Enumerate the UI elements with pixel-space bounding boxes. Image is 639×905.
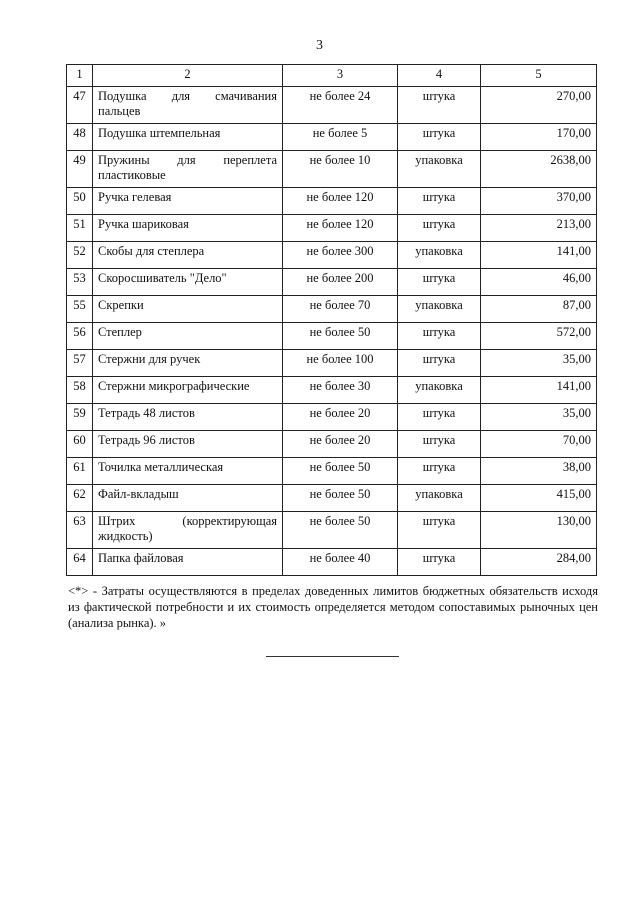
table-row [67, 188, 597, 215]
item-number: 61 [67, 458, 93, 485]
item-name: Тетрадь 96 листов [93, 431, 283, 458]
item-number: 50 [67, 188, 93, 215]
table-row [67, 485, 597, 512]
item-price: 130,00 [481, 512, 597, 549]
item-price: 270,00 [481, 87, 597, 124]
table-row [67, 549, 597, 576]
item-unit: штука [398, 512, 481, 549]
item-unit: штука [398, 188, 481, 215]
item-limit: не более 50 [283, 458, 398, 485]
item-number: 58 [67, 377, 93, 404]
table-row [67, 404, 597, 431]
item-name: Стержни для ручек [93, 350, 283, 377]
item-price: 572,00 [481, 323, 597, 350]
item-unit: штука [398, 350, 481, 377]
item-limit: не более 20 [283, 431, 398, 458]
item-limit: не более 20 [283, 404, 398, 431]
item-limit: не более 300 [283, 242, 398, 269]
item-price: 415,00 [481, 485, 597, 512]
column-header: 5 [481, 65, 597, 87]
item-unit: упаковка [398, 485, 481, 512]
item-number: 64 [67, 549, 93, 576]
table-row [67, 458, 597, 485]
item-unit: упаковка [398, 296, 481, 323]
item-price: 2638,00 [481, 151, 597, 188]
item-number: 49 [67, 151, 93, 188]
item-number: 62 [67, 485, 93, 512]
item-number: 63 [67, 512, 93, 549]
table-row [67, 151, 597, 188]
item-name: Ручка гелевая [93, 188, 283, 215]
item-name: Штрих (корректирующая жидкость) [93, 512, 283, 549]
table-row [67, 242, 597, 269]
item-unit: штука [398, 323, 481, 350]
item-name: Подушка штемпельная [93, 124, 283, 151]
column-header: 2 [93, 65, 283, 87]
item-limit: не более 120 [283, 188, 398, 215]
item-price: 38,00 [481, 458, 597, 485]
item-price: 70,00 [481, 431, 597, 458]
item-number: 52 [67, 242, 93, 269]
item-unit: штука [398, 215, 481, 242]
item-price: 35,00 [481, 404, 597, 431]
column-header: 4 [398, 65, 481, 87]
item-price: 141,00 [481, 377, 597, 404]
column-header: 3 [283, 65, 398, 87]
item-limit: не более 50 [283, 512, 398, 549]
column-header: 1 [67, 65, 93, 87]
item-limit: не более 100 [283, 350, 398, 377]
footnote: <*> - Затраты осуществляются в пределах доведенных лимитов бюджетных обязательств исходя из фактической потребности и их стоимость определяется методом сопоставимых рыночных цен (анализа рынка). » [68, 584, 598, 630]
table-row [67, 512, 597, 549]
item-price: 35,00 [481, 350, 597, 377]
table-row [67, 124, 597, 151]
item-limit: не более 5 [283, 124, 398, 151]
item-name: Точилка металлическая [93, 458, 283, 485]
item-name: Подушка для смачивания пальцев [93, 87, 283, 124]
item-unit: упаковка [398, 242, 481, 269]
table-header-row [67, 65, 597, 87]
item-name: Папка файловая [93, 549, 283, 576]
item-unit: штука [398, 87, 481, 124]
item-unit: штука [398, 549, 481, 576]
item-unit: упаковка [398, 377, 481, 404]
item-number: 59 [67, 404, 93, 431]
table-row [67, 269, 597, 296]
item-price: 87,00 [481, 296, 597, 323]
item-name: Пружины для переплета пластиковые [93, 151, 283, 188]
table-row [67, 87, 597, 124]
item-name: Скоросшиватель "Дело" [93, 269, 283, 296]
item-name: Тетрадь 48 листов [93, 404, 283, 431]
table-row [67, 296, 597, 323]
item-number: 48 [67, 124, 93, 151]
item-unit: штука [398, 269, 481, 296]
item-limit: не более 50 [283, 323, 398, 350]
item-limit: не более 200 [283, 269, 398, 296]
end-rule [266, 656, 399, 657]
item-name: Скрепки [93, 296, 283, 323]
table-row [67, 377, 597, 404]
item-unit: упаковка [398, 151, 481, 188]
item-number: 53 [67, 269, 93, 296]
item-number: 57 [67, 350, 93, 377]
table-row [67, 350, 597, 377]
item-number: 60 [67, 431, 93, 458]
items-table [66, 64, 597, 576]
item-limit: не более 40 [283, 549, 398, 576]
item-price: 284,00 [481, 549, 597, 576]
item-unit: штука [398, 404, 481, 431]
item-name: Стержни микрографические [93, 377, 283, 404]
item-unit: штука [398, 431, 481, 458]
table-row [67, 323, 597, 350]
item-price: 141,00 [481, 242, 597, 269]
item-limit: не более 50 [283, 485, 398, 512]
item-number: 55 [67, 296, 93, 323]
item-unit: штука [398, 458, 481, 485]
item-limit: не более 24 [283, 87, 398, 124]
item-price: 46,00 [481, 269, 597, 296]
item-unit: штука [398, 124, 481, 151]
item-price: 370,00 [481, 188, 597, 215]
item-number: 56 [67, 323, 93, 350]
item-limit: не более 10 [283, 151, 398, 188]
table-row [67, 215, 597, 242]
item-name: Файл-вкладыш [93, 485, 283, 512]
item-limit: не более 120 [283, 215, 398, 242]
item-name: Скобы для степлера [93, 242, 283, 269]
item-name: Ручка шариковая [93, 215, 283, 242]
item-number: 47 [67, 87, 93, 124]
table-row [67, 431, 597, 458]
page-number: 3 [316, 38, 323, 53]
item-number: 51 [67, 215, 93, 242]
item-limit: не более 70 [283, 296, 398, 323]
item-limit: не более 30 [283, 377, 398, 404]
item-name: Степлер [93, 323, 283, 350]
item-price: 213,00 [481, 215, 597, 242]
item-price: 170,00 [481, 124, 597, 151]
